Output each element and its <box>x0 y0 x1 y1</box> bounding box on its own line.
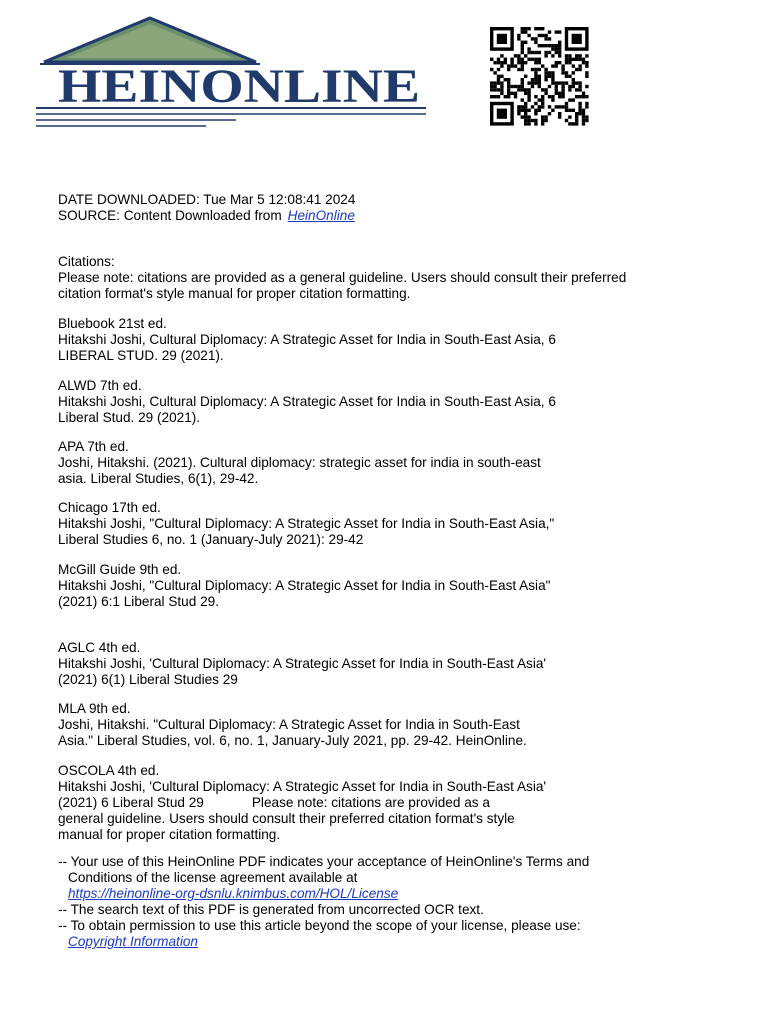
citation-style: MLA 9th ed. <box>58 701 131 716</box>
citation-mcgill <box>58 562 738 610</box>
heinonline-source-link[interactable]: HeinOnline <box>287 208 355 223</box>
copyright-information-link[interactable]: Copyright Information <box>68 934 198 949</box>
date-downloaded: DATE DOWNLOADED: Tue Mar 5 12:08:41 2024 <box>58 192 356 207</box>
citation-text: Liberal Studies 6, no. 1 (January-July 2021): 29-42 <box>58 532 364 547</box>
qr-code-icon <box>484 26 594 126</box>
terms-line: Conditions of the license agreement available at <box>68 870 358 885</box>
citation-style: OSCOLA 4th ed. <box>58 763 160 778</box>
permission-notice: -- To obtain permission to use this article beyond the scope of your license, please use: <box>58 918 581 933</box>
ocr-notice: -- The search text of this PDF is generated from uncorrected OCR text. <box>58 902 484 917</box>
citation-alwd <box>58 378 738 426</box>
citation-text: Hitakshi Joshi, 'Cultural Diplomacy: A Strategic Asset for India in South-East Asia' <box>58 779 546 794</box>
citation-text: Hitakshi Joshi, Cultural Diplomacy: A Strategic Asset for India in South-East Asia, 6 <box>58 394 556 409</box>
terms-line: -- Your use of this HeinOnline PDF indicates your acceptance of HeinOnline's Terms and <box>58 854 590 869</box>
citation-text: Joshi, Hitakshi. "Cultural Diplomacy: A Strategic Asset for India in South-East <box>58 717 520 732</box>
citation-text: (2021) 6 Liberal Stud 29 <box>58 795 204 810</box>
download-header <box>58 192 738 224</box>
citation-bluebook <box>58 316 738 364</box>
citation-text: Hitakshi Joshi, 'Cultural Diplomacy: A Strategic Asset for India in South-East Asia' <box>58 656 546 671</box>
citations-note-line: citation format's style manual for proper citation formatting. <box>58 286 411 301</box>
citation-text: Hitakshi Joshi, Cultural Diplomacy: A Strategic Asset for India in South-East Asia, 6 <box>58 332 556 347</box>
citation-note: Please note: citations are provided as a <box>251 795 490 810</box>
citation-mla <box>58 701 738 749</box>
citation-text: Liberal Stud. 29 (2021). <box>58 410 201 425</box>
citation-text: Hitakshi Joshi, "Cultural Diplomacy: A Strategic Asset for India in South-East Asia" <box>58 578 551 593</box>
citation-style: ALWD 7th ed. <box>58 378 142 393</box>
citation-text: (2021) 6:1 Liberal Stud 29. <box>58 594 219 609</box>
citation-oscola <box>58 763 738 843</box>
citation-text: LIBERAL STUD. 29 (2021). <box>58 348 224 363</box>
citation-style: McGill Guide 9th ed. <box>58 562 182 577</box>
citation-text: Asia." Liberal Studies, vol. 6, no. 1, January-July 2021, pp. 29-42. HeinOnline. <box>58 733 527 748</box>
citation-chicago <box>58 500 738 548</box>
citations-heading: Citations: <box>58 254 115 269</box>
citation-note: general guideline. Users should consult their preferred citation format's style <box>58 811 515 826</box>
citation-style: AGLC 4th ed. <box>58 640 141 655</box>
heinonline-logo <box>36 14 428 134</box>
citations-intro <box>58 254 738 302</box>
citation-text: Joshi, Hitakshi. (2021). Cultural diplomacy: strategic asset for india in south-east <box>58 455 541 470</box>
citation-style: Bluebook 21st ed. <box>58 316 167 331</box>
citation-aglc <box>58 640 738 688</box>
license-link[interactable]: https://heinonline-org-dsnlu.knimbus.com/HOL/License <box>68 886 399 901</box>
citation-text: (2021) 6(1) Liberal Studies 29 <box>58 672 238 687</box>
citation-text: Hitakshi Joshi, "Cultural Diplomacy: A Strategic Asset for India in South-East Asia," <box>58 516 555 531</box>
license-footer <box>58 854 738 950</box>
citations-note-line: Please note: citations are provided as a general guideline. Users should consult their preferred <box>58 270 627 285</box>
source-line <box>58 208 738 224</box>
citation-note: manual for proper citation formatting. <box>58 827 281 842</box>
citation-text: asia. Liberal Studies, 6(1), 29-42. <box>58 471 259 486</box>
logo-text: HEINONLINE <box>58 60 420 113</box>
citation-style: Chicago 17th ed. <box>58 500 161 515</box>
citation-style: APA 7th ed. <box>58 439 129 454</box>
source-label: SOURCE: Content Downloaded from <box>58 208 282 223</box>
citation-apa <box>58 439 738 487</box>
citation-text-line <box>58 795 738 811</box>
